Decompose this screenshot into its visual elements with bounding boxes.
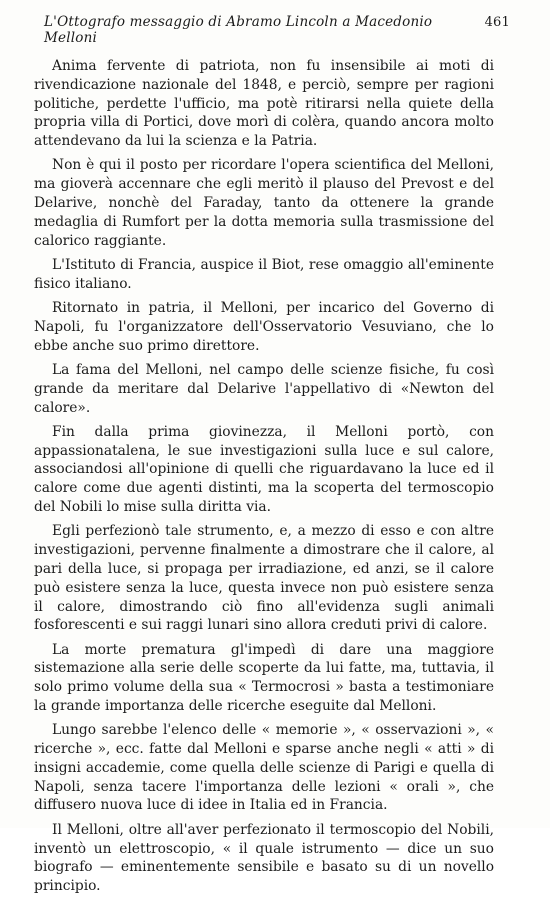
paragraph: La fama del Melloni, nel campo delle scienze fisiche, fu così grande da meritare dal Delarive l'appellativo di «Newton del calore». bbox=[34, 361, 494, 416]
paragraph: Ritornato in patria, il Melloni, per incarico del Governo di Napoli, fu l'organizzatore dell'Osservatorio Vesuviano, che lo ebbe anche suo primo direttore. bbox=[34, 300, 494, 354]
page-number: 461 bbox=[484, 15, 510, 30]
body-text bbox=[34, 57, 494, 901]
paragraph: Non è qui il posto per ricordare l'opera scientifica del Melloni, ma gioverà accennare che egli meritò il plauso del Prevost e del Delarive, nonchè del Faraday, tanto da ottenere la grande medaglia di Rumfort per la dotta memoria sulla trasmissione del calorico raggiante. bbox=[34, 157, 494, 249]
paragraph: Il Melloni, oltre all'aver perfezionato il termoscopio del Nobili, inventò un elettroscopio, « il quale istrumento — dice un suo biografo — eminentemente sensibile e basato su di un novello principio. bbox=[34, 821, 494, 895]
paragraph: Anima fervente di patriota, non fu insensibile ai moti di rivendicazione nazionale del 1848, e perciò, sempre per ragioni politiche, perdette l'ufficio, ma potè ritirarsi nella quiete della propria villa di Portici, dove morì di colèra, quando ancora molto attendevano da lui la scienza e la Patria. bbox=[34, 58, 494, 150]
paragraph: Lungo sarebbe l'elenco delle « memorie », « osservazioni », « ricerche », ecc. fatte dal Melloni e sparse anche negli « atti » di insigni accademie, come quella delle scienze di Parigi e quella di Napoli, senza tacere l'importanza delle lezioni « orali », che diffusero nuova luce di idee in Italia ed in Francia. bbox=[34, 722, 494, 814]
paragraph: L'Istituto di Francia, auspice il Biot, rese omaggio all'eminente fisico italiano. bbox=[34, 256, 494, 292]
paragraph: Egli perfezionò tale strumento, e, a mezzo di esso e con altre investigazioni, pervenne finalmente a dimostrare che il calore, al pari della luce, si propaga per irradiazione, ed anzi, se il calore può esistere senza la luce, questa invece non può esistere senza il calore, dimostrando ciò fino all'evidenza sugli animali fosforescenti e sui raggi lunari sino allora creduti privi di calore. bbox=[34, 523, 494, 634]
paragraph: Fin dalla prima giovinezza, il Melloni portò, con appassionatalena, le sue investigazioni sulla luce e sul calore, associandosi all'opinione di quelli che riguardavano la luce ed il calore come due agenti distinti, ma la scoperta del termoscopio del Nobili lo mise sulla diritta via. bbox=[34, 423, 494, 516]
running-title: L'Ottografo messaggio di Abramo Lincoln a Macedonio Melloni bbox=[44, 14, 433, 46]
running-head bbox=[44, 14, 510, 46]
paragraph: La morte prematura gl'impedì di dare una maggiore sistemazione alla serie delle scoperte da lui fatte, ma, tuttavia, il solo primo volume della sua « Termocrosi » basta a testimoniare la grande importanza delle ricerche eseguite dal Melloni. bbox=[34, 641, 494, 714]
